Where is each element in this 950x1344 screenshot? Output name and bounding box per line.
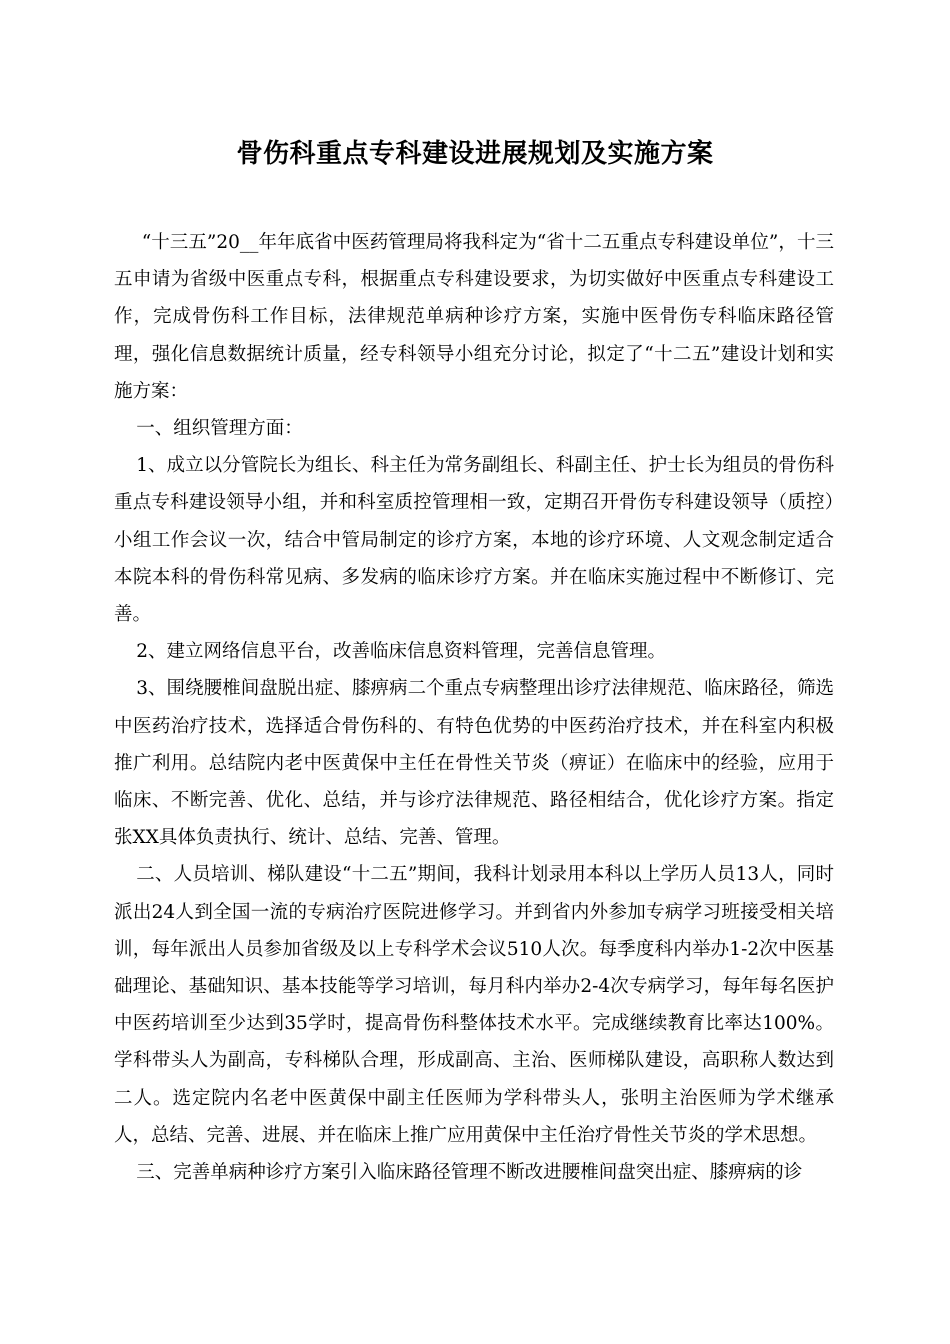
- document-title: 骨伤科重点专科建设进展规划及实施方案: [236, 139, 714, 169]
- paragraph-item-3: 3、围绕腰椎间盘脱出症、膝痹病二个重点专病整理出诊疗法律规范、临床路径，筛选中医药治疗技术，选择适合骨伤科的、有特色优势的中医药治疗技术，并在科室内积极推广利用。总结院内老中医黄保中主任在骨性关节炎（痹证）在临床中的经验，应用于临床、不断完善、优化、总结，并与诊疗法律规范、路径相结合，优化诊疗方案。指定张XX具体负责执行、统计、总结、完善、管理。: [114, 678, 834, 849]
- paragraph-intro: “十三五”20__年年底省中医药管理局将我科定为“省十二五重点专科建设单位”，十三五申请为省级中医重点专科，根据重点专科建设要求，为切实做好中医重点专科建设工作，完成骨伤科工作目标，法律规范单病种诊疗方案，实施中医骨伤专科临床路径管理，强化信息数据统计质量，经专科领导小组充分讨论，拟定了“十二五”建设计划和实施方案：: [114, 232, 834, 402]
- paragraph-item-2: 2、建立网络信息平台，改善临床信息资料管理，完善信息管理。: [136, 641, 666, 663]
- paragraph-section-3: 三、完善单病种诊疗方案引入临床路径管理不断改进腰椎间盘突出症、膝痹病的诊: [136, 1162, 803, 1184]
- paragraph-item-1: 1、成立以分管院长为组长、科主任为常务副组长、科副主任、护士长为组员的骨伤科重点专科建设领导小组，并和科室质控管理相一致，定期召开骨伤专科建设领导（质控）小组工作会议一次，结合中管局制定的诊疗方案，本地的诊疗环境、人文观念制定适合本院本科的骨伤科常见病、多发病的临床诊疗方案。并在临床实施过程中不断修订、完善。: [114, 455, 834, 626]
- document-body: [114, 224, 834, 1191]
- paragraph-section-2: 二、人员培训、梯队建设“十二五”期间，我科计划录用本科以上学历人员13人，同时派出24人到全国一流的专病治疗医院进修学习。并到省内外参加专病学习班接受相关培训，每年派出人员参加省级及以上专科学术会议510人次。每季度科内举办1-2次中医基础理论、基础知识、基本技能等学习培训，每月科内举办2-4次专病学习，每年每名医护中医药培训至少达到35学时，提高骨伤科整体技术水平。完成继续教育比率达100%。学科带头人为副高，专科梯队合理，形成副高、主治、医师梯队建设，高职称人数达到二人。选定院内名老中医黄保中副主任医师为学科带头人，张明主治医师为学术继承人，总结、完善、进展、并在临床上推广应用黄保中主任治疗骨性关节炎的学术思想。: [114, 864, 834, 1146]
- section-heading-organization: 一、组织管理方面：: [136, 418, 303, 440]
